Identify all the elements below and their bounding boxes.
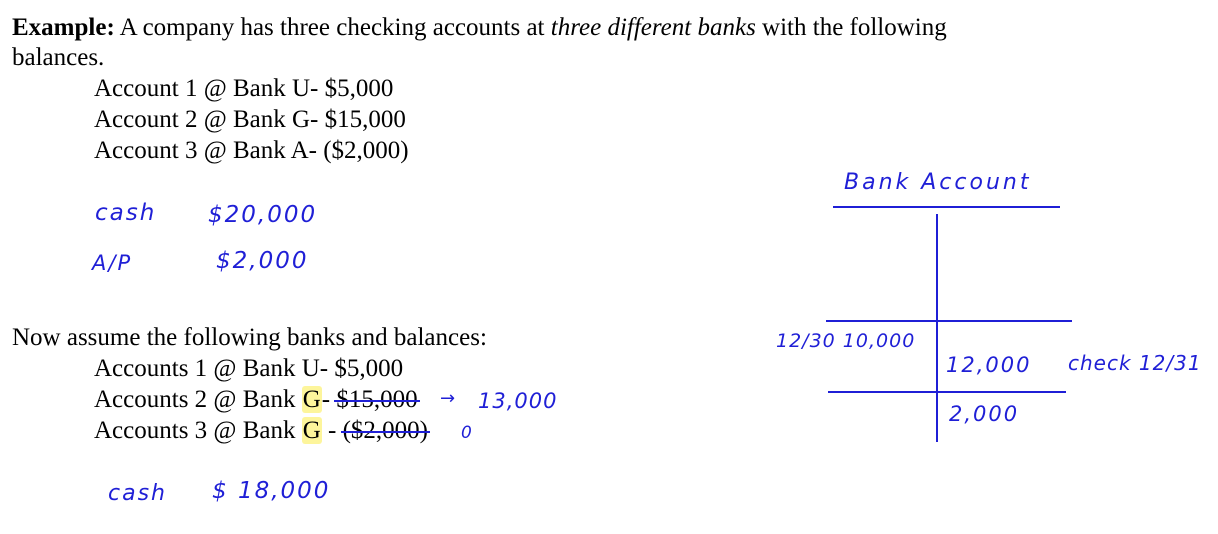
account-line-2: Account 2 @ Bank G- $15,000	[94, 106, 406, 133]
new-balance-1: 13,000	[478, 389, 558, 413]
example-text-italic: three different banks	[550, 14, 756, 41]
note-ap-label: A/P	[92, 251, 133, 275]
note-cash-value: $20,000	[208, 202, 318, 228]
accounts2-line-3-sep: -	[321, 417, 343, 444]
bank-g-highlight-2: G	[302, 417, 321, 444]
accounts2-line-2-sep: -	[321, 386, 337, 413]
note2-cash-label: cash	[108, 481, 167, 506]
note2-cash-value: $ 18,000	[212, 478, 331, 504]
example-line-2: balances.	[12, 44, 105, 71]
accounts2-line-2-prefix: Accounts 2 @ Bank	[94, 386, 302, 413]
example-text-after: with the following	[755, 14, 947, 41]
accounts2-line-1: Accounts 1 @ Bank U- $5,000	[94, 355, 404, 382]
note-cash-label: cash	[95, 200, 157, 226]
struck-balance-2: ($2,000)	[342, 417, 429, 444]
example-label: Example:	[12, 14, 115, 41]
struck-balance-1: $15,000	[336, 386, 418, 413]
bank-g-highlight-1: G	[302, 386, 321, 413]
account-line-1: Account 1 @ Bank U- $5,000	[94, 75, 394, 102]
example-text-before: A company has three checking accounts at	[114, 14, 551, 41]
t-account-credit-memo: check 12/31	[1068, 351, 1202, 375]
t-account-balance: 2,000	[949, 402, 1020, 426]
account-line-3: Account 3 @ Bank A- ($2,000)	[94, 137, 409, 164]
t-account-credit-amount: 12,000	[946, 353, 1032, 377]
note-ap-value: $2,000	[216, 248, 309, 274]
t-account-debit-entry: 12/30 10,000	[776, 330, 916, 352]
new-balance-2: 0	[461, 423, 474, 443]
t-account-title: Bank Account	[844, 170, 1032, 195]
arrow-icon: →	[440, 388, 456, 409]
accounts2-line-3-prefix: Accounts 3 @ Bank	[94, 417, 302, 444]
now-assume-text: Now assume the following banks and balances:	[12, 324, 487, 351]
